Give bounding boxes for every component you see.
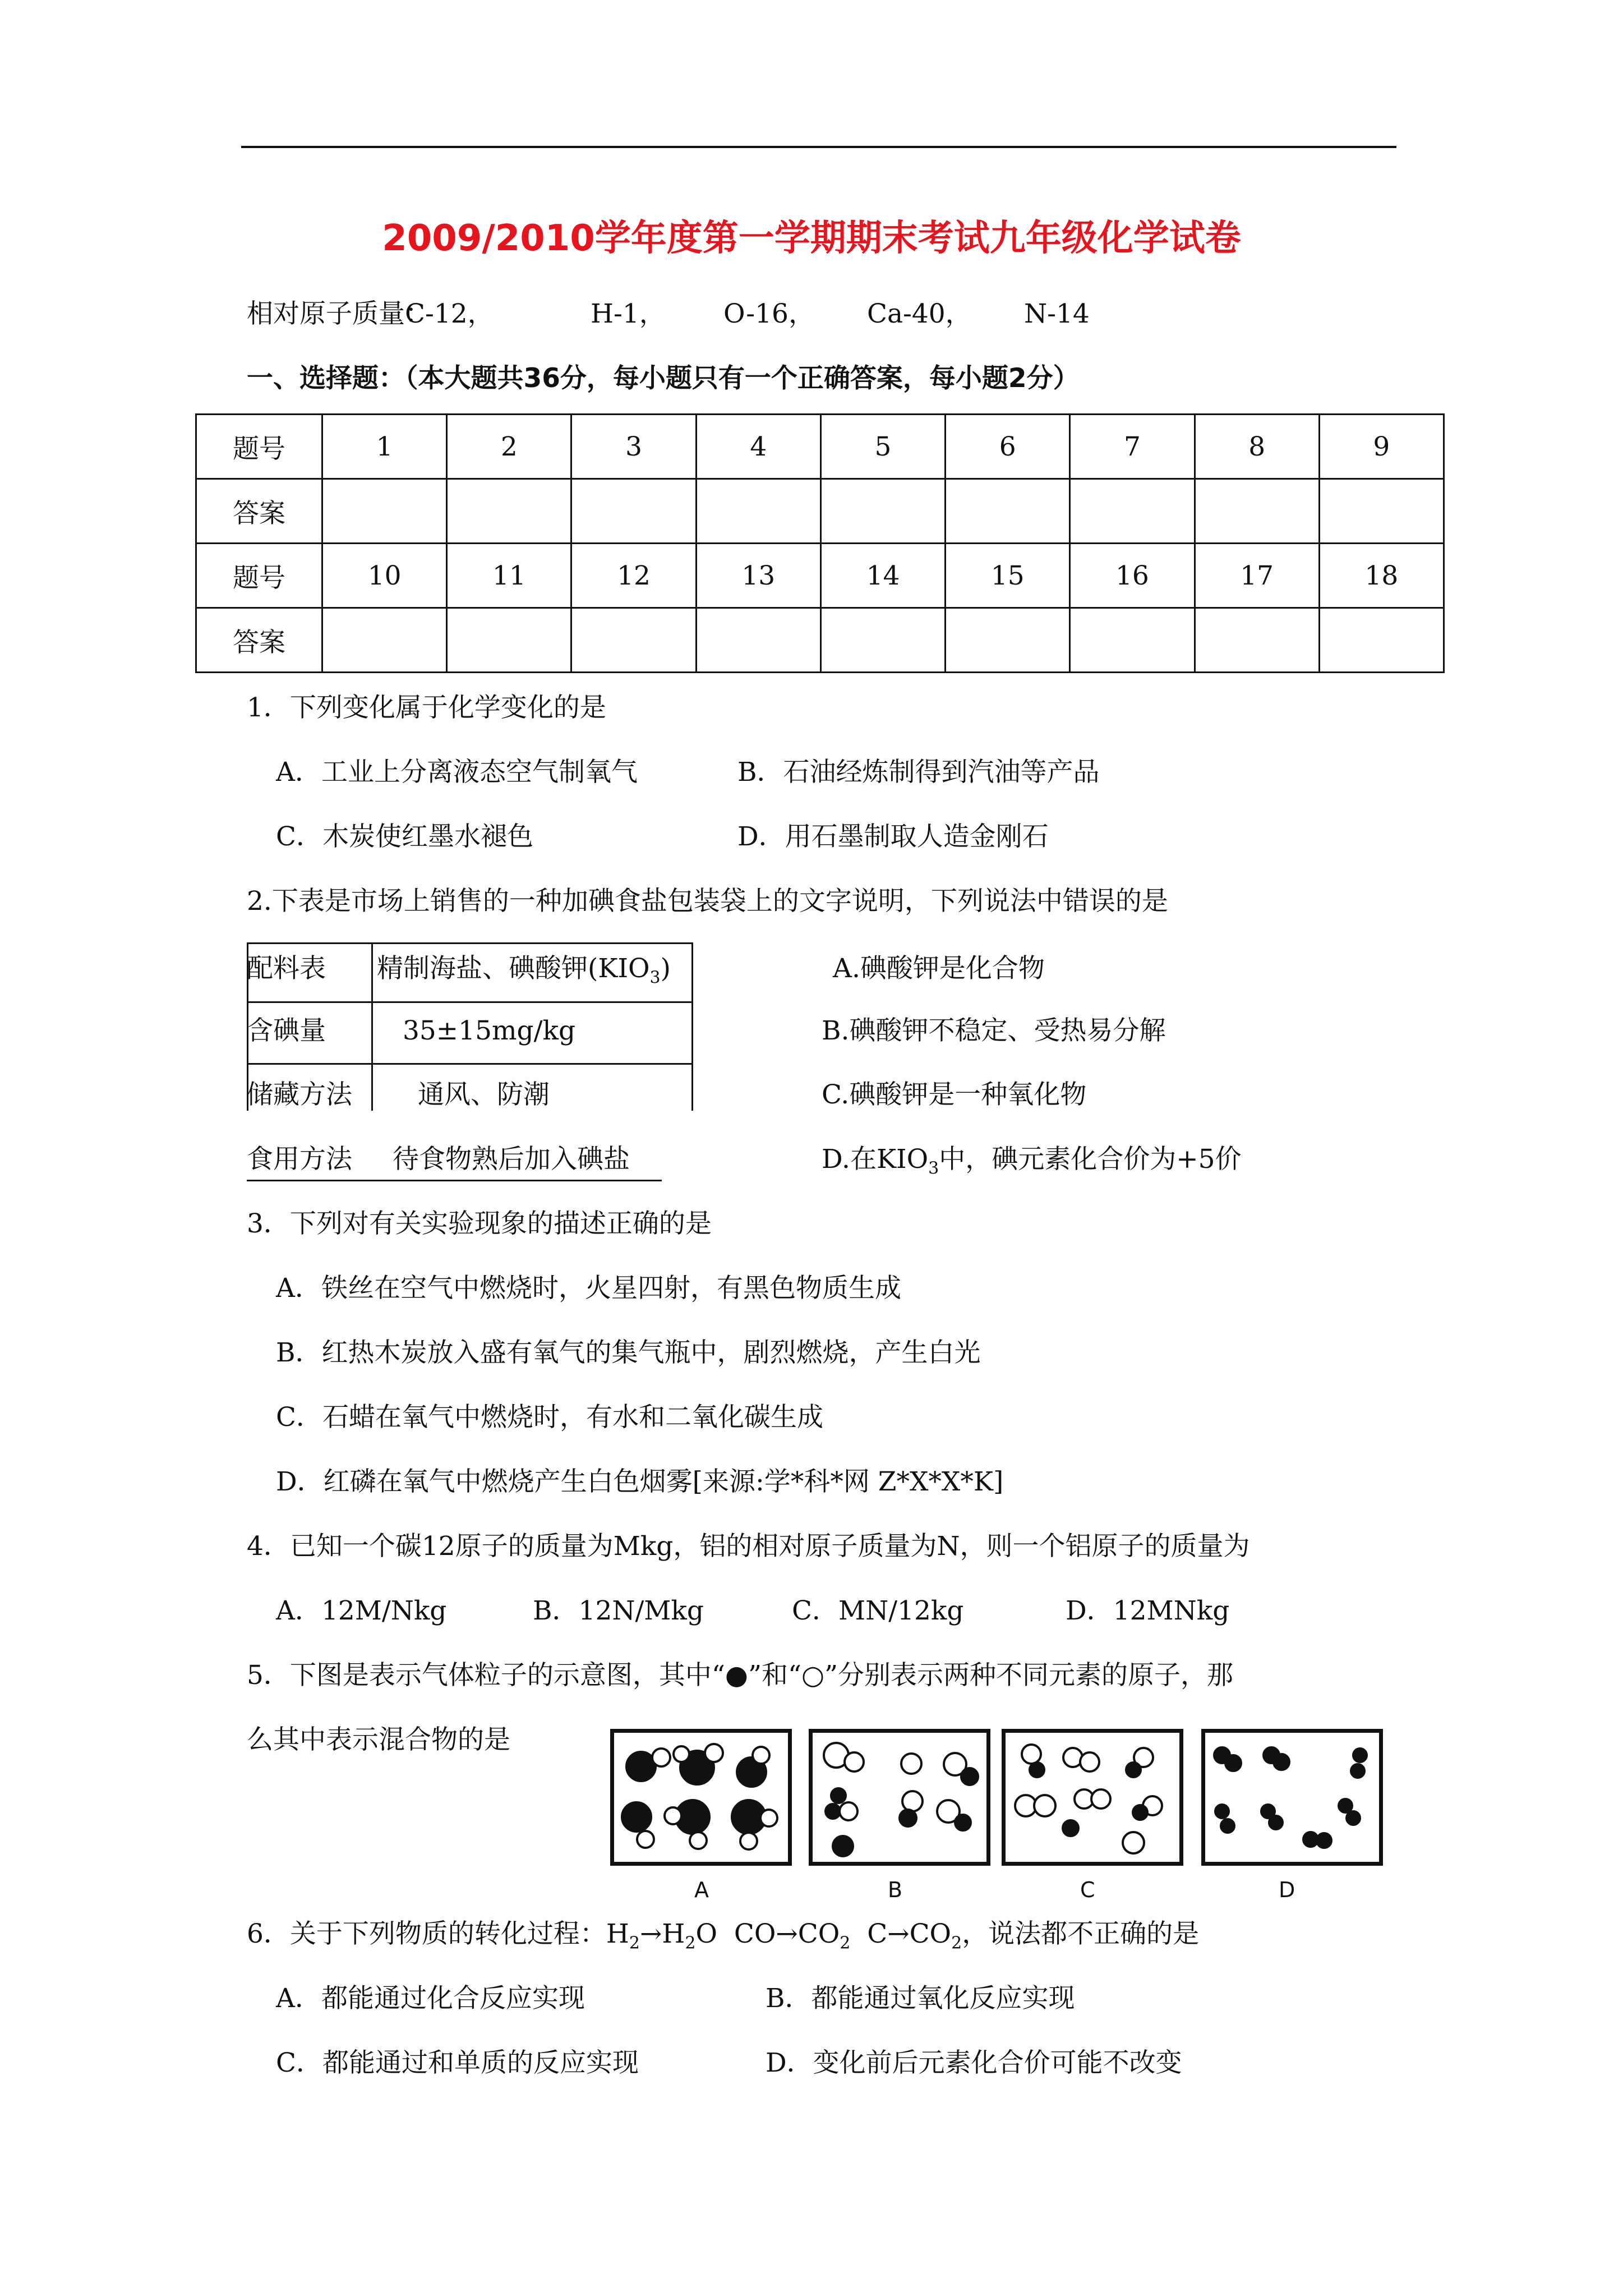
q2-option-c: C.碘酸钾是一种氧化物 — [822, 1079, 1087, 1110]
q1-stem: 1．下列变化属于化学变化的是 — [247, 692, 606, 723]
q6-option-b: B．都能通过氧化反应实现 — [766, 1983, 1075, 2014]
answer-cell[interactable] — [322, 479, 447, 544]
particle-label-b: B — [888, 1878, 903, 1902]
atomic-mass-h: H-1， — [591, 298, 666, 329]
answer-cell[interactable] — [820, 479, 945, 544]
answer-cell[interactable] — [946, 479, 1070, 544]
q6-option-a: A．都能通过化合反应实现 — [276, 1983, 585, 2014]
particle-box-a — [610, 1729, 792, 1866]
grid-number-cell: 12 — [571, 544, 696, 608]
grid-number-cell: 17 — [1195, 544, 1319, 608]
particle-diagrams — [610, 1723, 1446, 1914]
atomic-mass-ca: Ca-40， — [867, 298, 972, 329]
answer-cell[interactable] — [1195, 608, 1319, 673]
molecule-diagram-b — [813, 1733, 986, 1862]
table-border — [691, 942, 693, 1111]
answer-cell[interactable] — [571, 479, 696, 544]
particle-box-c — [1002, 1729, 1183, 1866]
grid-number-cell: 16 — [1070, 544, 1195, 608]
answer-cell[interactable] — [696, 479, 820, 544]
ingredient-label: 配料表 — [247, 953, 326, 984]
molecule-diagram-d — [1205, 1733, 1379, 1862]
grid-number-cell: 5 — [820, 415, 945, 479]
particle-box-d — [1201, 1729, 1383, 1866]
q6-option-d: D．变化前后元素化合价可能不改变 — [766, 2047, 1182, 2078]
table-border — [247, 1180, 662, 1181]
particle-label-c: C — [1080, 1878, 1095, 1902]
top-rule — [241, 146, 1396, 148]
grid-number-cell: 13 — [696, 544, 820, 608]
answer-cell[interactable] — [1319, 479, 1444, 544]
table-row — [196, 415, 1444, 479]
grid-number-cell: 9 — [1319, 415, 1444, 479]
answer-cell[interactable] — [1070, 479, 1195, 544]
q4-option-c: C．MN/12kg — [792, 1595, 964, 1626]
q4-stem: 4．已知一个碳12原子的质量为Mkg，铝的相对原子质量为N，则一个铝原子的质量为 — [247, 1531, 1250, 1562]
q4-option-a: A．12M/Nkg — [276, 1595, 447, 1626]
q5-stem: 5．下图是表示气体粒子的示意图，其中“●”和“○”分别表示两种不同元素的原子，那 — [247, 1660, 1234, 1691]
q1-option-a: A．工业上分离液态空气制氧气 — [276, 757, 638, 788]
answer-cell[interactable] — [1070, 608, 1195, 673]
answer-cell[interactable] — [1319, 608, 1444, 673]
grid-header-cell: 答案 — [196, 479, 322, 544]
grid-number-cell: 18 — [1319, 544, 1444, 608]
atomic-mass-c: C-12， — [405, 298, 494, 329]
grid-number-cell: 7 — [1070, 415, 1195, 479]
table-border — [371, 942, 373, 1111]
particle-label-d: D — [1279, 1878, 1295, 1902]
answer-grid — [195, 413, 1445, 673]
q2-option-a: A.碘酸钾是化合物 — [833, 953, 1045, 984]
q3-stem: 3．下列对有关实验现象的描述正确的是 — [247, 1208, 712, 1239]
q5-stem-continued: 么其中表示混合物的是 — [247, 1724, 510, 1755]
usage-label: 食用方法 — [247, 1144, 352, 1175]
q6-stem: 6．关于下列物质的转化过程：$H_2\to H_2O$ $CO\to CO_2$ $C\to CO_2$，说法都不正确的是 — [247, 1918, 1200, 1953]
q3-option-d: D．红磷在氧气中燃烧产生白色烟雾[来源:学*科*网 Z*X*X*K] — [276, 1466, 1004, 1497]
storage-label: 储藏方法 — [247, 1079, 352, 1110]
atomic-mass-o: O-16， — [723, 298, 815, 329]
atomic-mass-n: N-14 — [1024, 298, 1090, 329]
q4-option-d: D．12MNkg — [1066, 1595, 1230, 1626]
table-row — [196, 608, 1444, 673]
answer-cell[interactable] — [820, 608, 945, 673]
table-row — [196, 479, 1444, 544]
q3-option-b: B．红热木炭放入盛有氧气的集气瓶中，剧烈燃烧，产生白光 — [276, 1337, 981, 1368]
answer-cell[interactable] — [571, 608, 696, 673]
answer-cell[interactable] — [447, 479, 571, 544]
q4-option-b: B．12N/Mkg — [533, 1595, 704, 1626]
grid-header-cell: 答案 — [196, 608, 322, 673]
grid-number-cell: 1 — [322, 415, 447, 479]
q1-option-c: C．木炭使红墨水褪色 — [276, 821, 533, 852]
grid-number-cell: 3 — [571, 415, 696, 479]
table-border — [247, 1063, 693, 1065]
molecule-diagram-c — [1006, 1733, 1179, 1862]
grid-header-cell: 题号 — [196, 544, 322, 608]
grid-number-cell: 6 — [946, 415, 1070, 479]
particle-label-a: A — [694, 1878, 709, 1902]
answer-cell[interactable] — [696, 608, 820, 673]
page-title: 2009/2010学年度第一学期期末考试九年级化学试卷 — [382, 218, 1241, 259]
q2-option-d: D.在$KIO_3$中，碘元素化合价为+5价 — [822, 1144, 1242, 1179]
grid-number-cell: 10 — [322, 544, 447, 608]
table-row — [196, 544, 1444, 608]
answer-cell[interactable] — [447, 608, 571, 673]
iodine-label: 含碘量 — [247, 1015, 326, 1046]
answer-cell[interactable] — [946, 608, 1070, 673]
section-heading: 一、选择题：（本大题共36分，每小题只有一个正确答案，每小题2分） — [247, 363, 1080, 394]
grid-number-cell: 2 — [447, 415, 571, 479]
q6-option-c: C．都能通过和单质的反应实现 — [276, 2047, 639, 2078]
q1-option-d: D．用石墨制取人造金刚石 — [737, 821, 1049, 852]
q2-option-b: B.碘酸钾不稳定、受热易分解 — [822, 1015, 1166, 1046]
grid-number-cell: 11 — [447, 544, 571, 608]
grid-number-cell: 14 — [820, 544, 945, 608]
q2-stem: 2.下表是市场上销售的一种加碘食盐包装袋上的文字说明，下列说法中错误的是 — [247, 886, 1168, 917]
table-border — [247, 942, 693, 944]
grid-number-cell: 4 — [696, 415, 820, 479]
q1-option-b: B．石油经炼制得到汽油等产品 — [737, 757, 1100, 788]
ingredient-value: 精制海盐、碘酸钾$(KIO_3)$ — [377, 953, 671, 988]
table-border — [247, 1001, 693, 1003]
grid-number-cell: 8 — [1195, 415, 1319, 479]
grid-header-cell: 题号 — [196, 415, 322, 479]
storage-value: 通风、防潮 — [418, 1079, 550, 1110]
answer-cell[interactable] — [1195, 479, 1319, 544]
answer-cell[interactable] — [322, 608, 447, 673]
iodine-value: 35±15mg/kg — [403, 1015, 576, 1046]
particle-box-b — [809, 1729, 990, 1866]
molecule-diagram-a — [614, 1733, 788, 1862]
q3-option-c: C．石蜡在氧气中燃烧时，有水和二氧化碳生成 — [276, 1402, 823, 1433]
usage-value: 待食物熟后加入碘盐 — [393, 1144, 630, 1175]
atomic-mass-label: 相对原子质量： — [247, 298, 431, 329]
grid-number-cell: 15 — [946, 544, 1070, 608]
q3-option-a: A．铁丝在空气中燃烧时，火星四射，有黑色物质生成 — [276, 1273, 901, 1304]
